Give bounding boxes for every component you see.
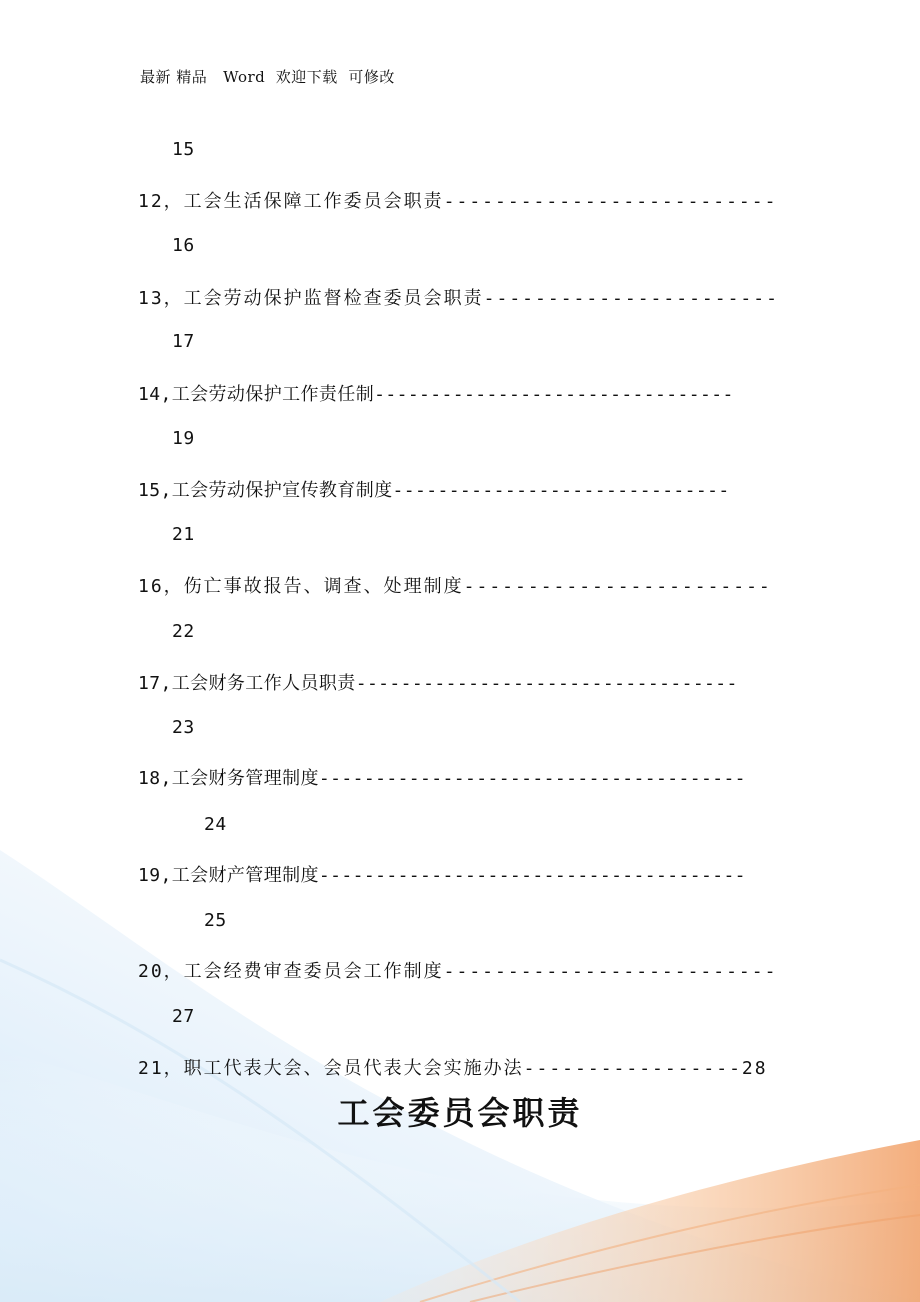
toc-entry-17: 17,工会财务工作人员职责---------------------------------- [138,673,738,694]
section-title: 工会委员会职责 [337,1094,583,1132]
toc-page-number: 19 [172,428,195,449]
toc-page-number: 21 [172,524,195,545]
toc-entry-19: 19,工会财产管理制度-------------------------------------- [138,865,746,886]
toc-page-number: 24 [204,814,227,835]
toc-entry-15: 15,工会劳动保护宣传教育制度------------------------------ [138,480,730,501]
toc-page-number: 27 [172,1006,195,1027]
page-header: 最新 精品 Word 欢迎下载 可修改 [140,68,395,86]
toc-entry-13: 13，工会劳动保护监督检查委员会职责----------------------- [138,288,779,309]
toc-entry-18: 18,工会财务管理制度-------------------------------------- [138,768,746,789]
toc-page-number: 23 [172,717,195,738]
toc-page-number: 25 [204,910,227,931]
toc-entry-12: 12，工会生活保障工作委员会职责-------------------------- [138,191,778,212]
toc-entry-20: 20，工会经费审查委员会工作制度-------------------------- [138,961,778,982]
toc-entry-14: 14,工会劳动保护工作责任制-------------------------------- [138,384,734,405]
toc-page-number: 22 [172,621,195,642]
toc-page-number: 17 [172,331,195,352]
toc-page-number: 16 [172,235,195,256]
toc-page-number: 15 [172,139,195,160]
toc-entry-16: 16，伤亡事故报告、调查、处理制度------------------------ [138,576,772,597]
toc-entry-21: 21，职工代表大会、会员代表大会实施办法-----------------28 [138,1058,768,1079]
